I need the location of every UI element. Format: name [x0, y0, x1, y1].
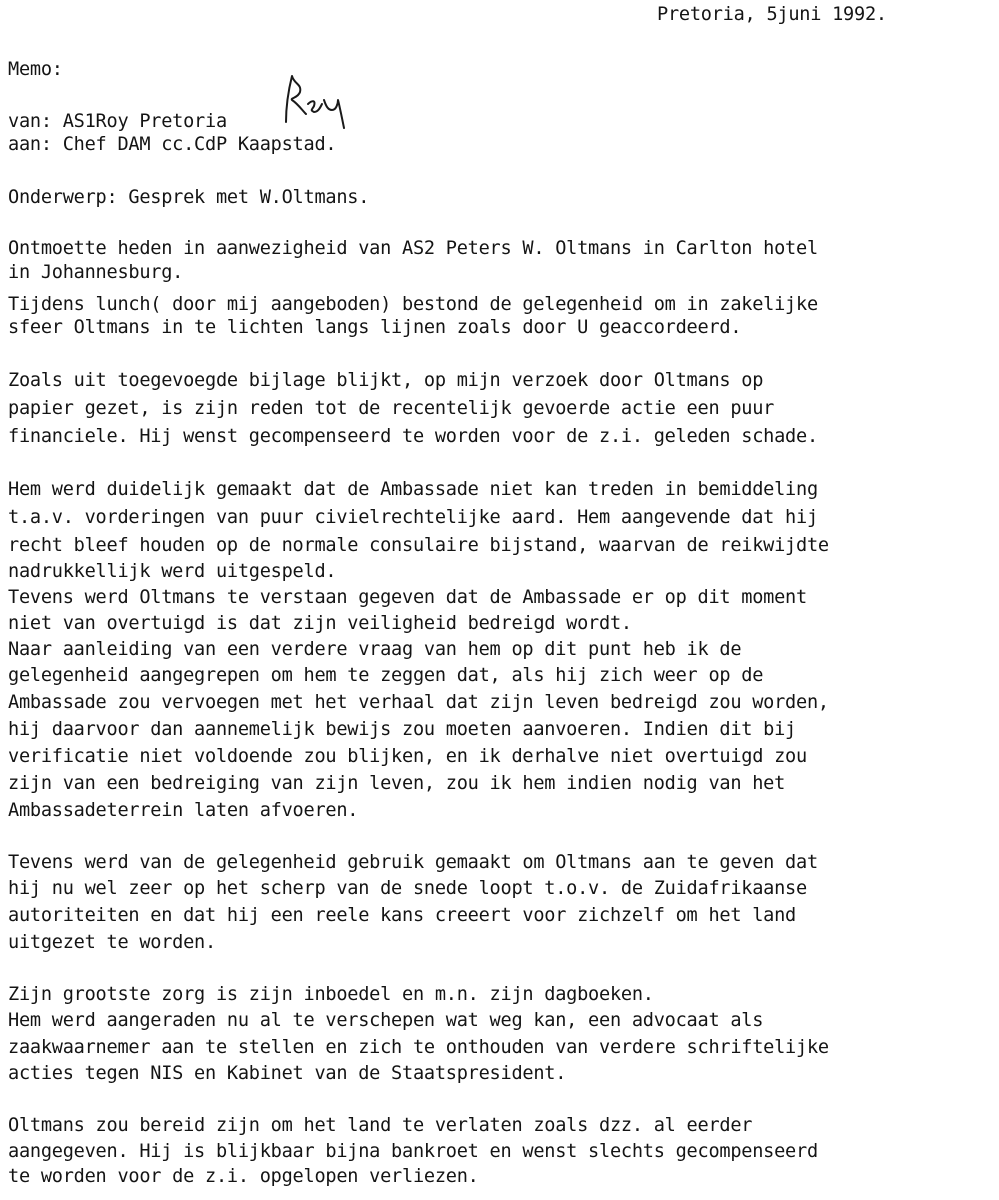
handwritten-signature [280, 70, 358, 130]
body-line: zaakwaarnemer aan te stellen en zich te onthouden van verdere schriftelijke [8, 1037, 829, 1058]
body-line: zijn van een bedreiging van zijn leven, zou ik hem indien nodig van het [8, 773, 786, 794]
body-line: nadrukkellijk werd uitgespeld. [8, 561, 337, 582]
body-line: autoriteiten en dat hij een reele kans creeert voor zichzelf om het land [8, 905, 796, 926]
body-line: Tijdens lunch( door mij aangeboden) bestond de gelegenheid om in zakelijke [8, 294, 818, 315]
body-line: Ontmoette heden in aanwezigheid van AS2 Peters W. Oltmans in Carlton hotel [8, 238, 818, 259]
memo-from: van: AS1Roy Pretoria [8, 111, 227, 132]
memo-subject: Onderwerp: Gesprek met W.Oltmans. [8, 187, 370, 208]
body-line: Hem werd duidelijk gemaakt dat de Ambassade niet kan treden in bemiddeling [8, 479, 818, 500]
memo-date: Pretoria, 5juni 1992. [657, 4, 887, 25]
body-line: Tevens werd Oltmans te verstaan gegeven dat de Ambassade er op dit moment [8, 587, 807, 608]
body-line: sfeer Oltmans in te lichten langs lijnen zoals door U geaccordeerd. [8, 317, 742, 338]
body-line: financiele. Hij wenst gecompenseerd te worden voor de z.i. geleden schade. [8, 426, 818, 447]
body-line: in Johannesburg. [8, 262, 184, 283]
memo-to: aan: Chef DAM cc.CdP Kaapstad. [8, 134, 337, 155]
body-line: Ambassadeterrein laten afvoeren. [8, 800, 359, 821]
body-line: papier gezet, is zijn reden tot de recentelijk gevoerde actie een puur [8, 398, 775, 419]
body-line: aangegeven. Hij is blijkbaar bijna bankroet en wenst slechts gecompenseerd [8, 1141, 818, 1162]
body-line: hij nu wel zeer op het scherp van de snede loopt t.o.v. de Zuidafrikaanse [8, 878, 807, 899]
body-line: Ambassade zou vervoegen met het verhaal dat zijn leven bedreigd zou worden, [8, 692, 829, 713]
body-line: verificatie niet voldoende zou blijken, en ik derhalve niet overtuigd zou [8, 746, 807, 767]
memo-heading: Memo: [8, 59, 63, 80]
body-line: te worden voor de z.i. opgelopen verliezen. [8, 1166, 479, 1187]
body-line: recht bleef houden op de normale consulaire bijstand, waarvan de reikwijdte [8, 535, 829, 556]
body-line: gelegenheid aangegrepen om hem te zeggen dat, als hij zich weer op de [8, 665, 764, 686]
body-line: acties tegen NIS en Kabinet van de Staatspresident. [8, 1063, 567, 1084]
body-line: Tevens werd van de gelegenheid gebruik gemaakt om Oltmans aan te geven dat [8, 852, 818, 873]
body-line: Hem werd aangeraden nu al te verschepen wat weg kan, een advocaat als [8, 1010, 764, 1031]
body-line: Naar aanleiding van een verdere vraag van hem op dit punt heb ik de [8, 639, 742, 660]
body-line: Zijn grootste zorg is zijn inboedel en m.n. zijn dagboeken. [8, 984, 654, 1005]
body-line: niet van overtuigd is dat zijn veiligheid bedreigd wordt. [8, 613, 632, 634]
body-line: Oltmans zou bereid zijn om het land te verlaten zoals dzz. al eerder [8, 1115, 753, 1136]
body-line: t.a.v. vorderingen van puur civielrechtelijke aard. Hem aangevende dat hij [8, 507, 818, 528]
body-line: Zoals uit toegevoegde bijlage blijkt, op mijn verzoek door Oltmans op [8, 370, 764, 391]
body-line: hij daarvoor dan aannemelijk bewijs zou moeten aanvoeren. Indien dit bij [8, 719, 796, 740]
body-line: uitgezet te worden. [8, 932, 216, 953]
